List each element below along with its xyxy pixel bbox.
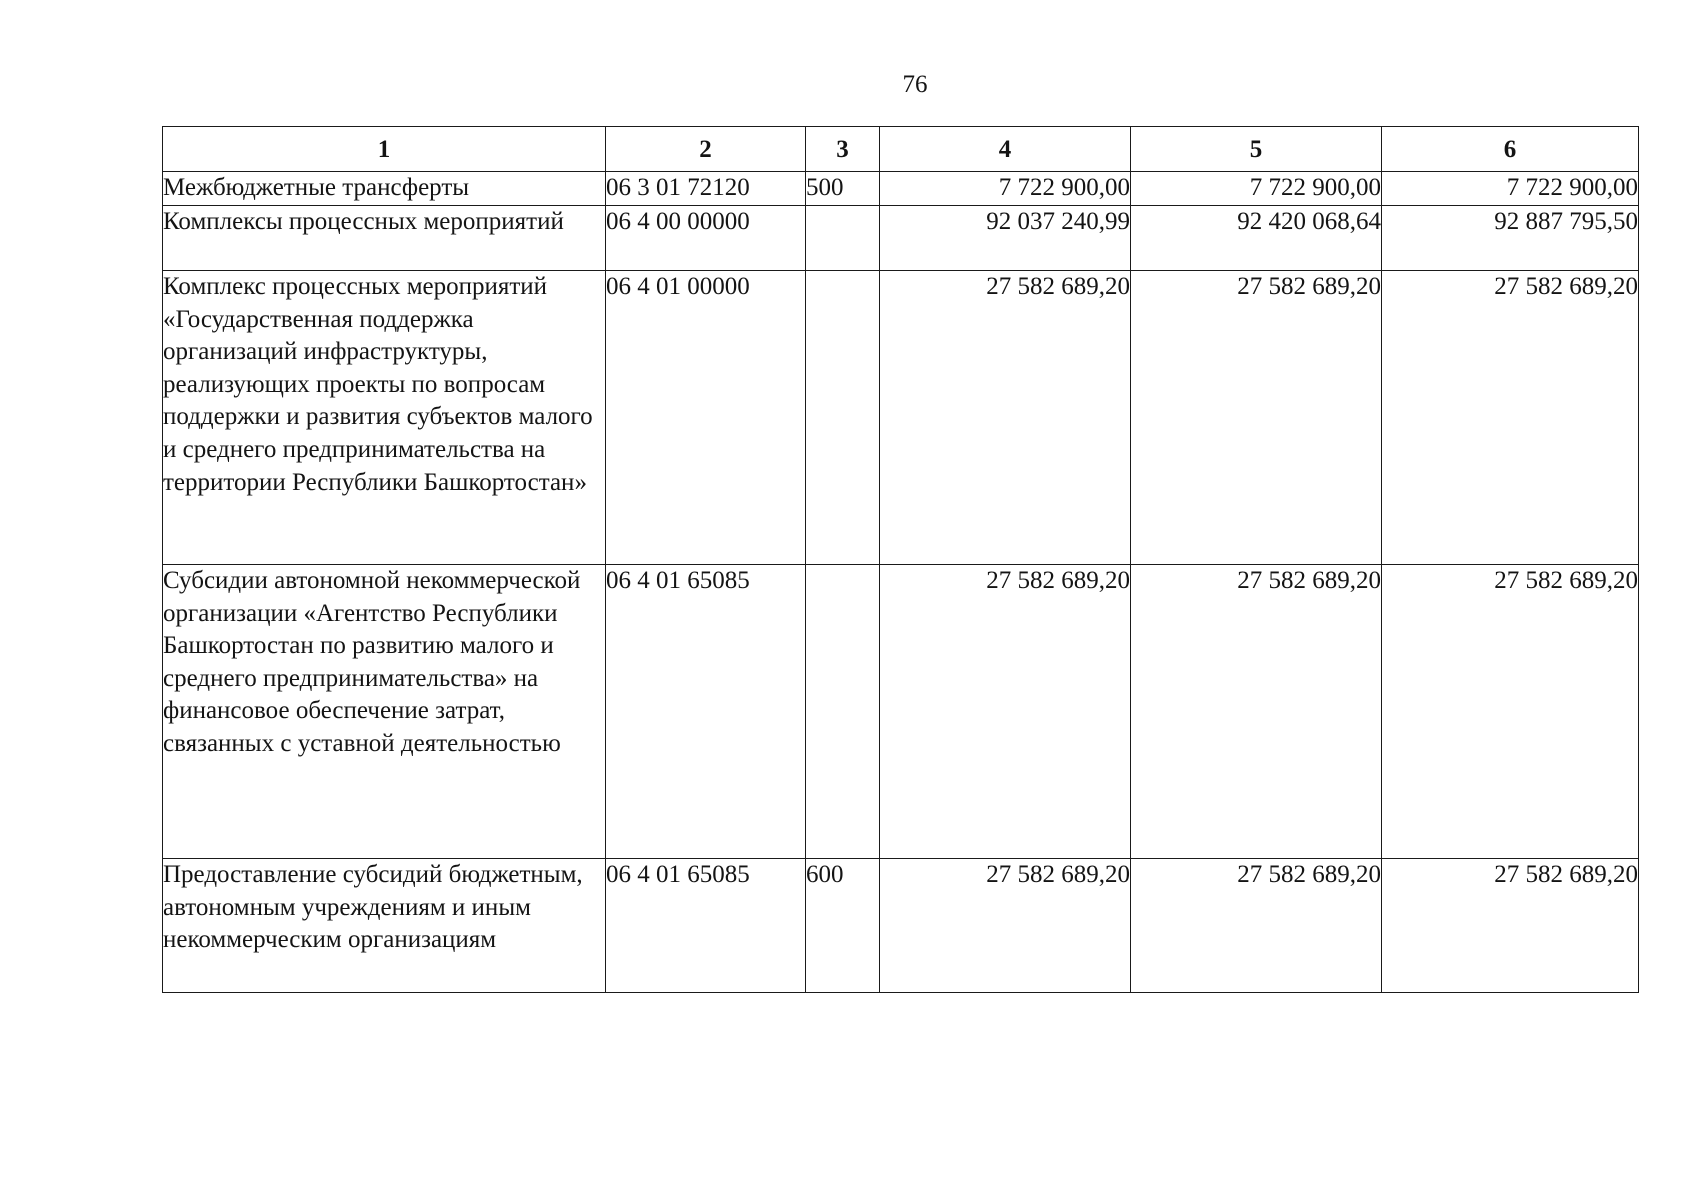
column-header: 4 bbox=[880, 127, 1131, 172]
row-value-1: 7 722 900,00 bbox=[880, 172, 1131, 206]
row-value-2: 27 582 689,20 bbox=[1131, 565, 1382, 859]
column-header: 2 bbox=[606, 127, 806, 172]
row-expense-type: 500 bbox=[806, 172, 880, 206]
row-value-1: 27 582 689,20 bbox=[880, 859, 1131, 993]
page-number: 76 bbox=[902, 71, 928, 98]
table-row bbox=[163, 271, 1639, 565]
table-header-row bbox=[163, 127, 1639, 172]
row-expense-type bbox=[806, 271, 880, 565]
column-header: 3 bbox=[806, 127, 880, 172]
row-value-2: 92 420 068,64 bbox=[1131, 206, 1382, 271]
row-value-3: 7 722 900,00 bbox=[1382, 172, 1639, 206]
row-value-1: 27 582 689,20 bbox=[880, 565, 1131, 859]
table-row bbox=[163, 172, 1639, 206]
row-expense-type: 600 bbox=[806, 859, 880, 993]
row-expense-type bbox=[806, 206, 880, 271]
row-code: 06 4 00 00000 bbox=[606, 206, 806, 271]
table-row bbox=[163, 565, 1639, 859]
row-name: Комплексы процессных мероприятий bbox=[163, 206, 606, 271]
row-value-1: 27 582 689,20 bbox=[880, 271, 1131, 565]
column-header: 6 bbox=[1382, 127, 1639, 172]
budget-table bbox=[162, 126, 1639, 993]
row-value-2: 7 722 900,00 bbox=[1131, 172, 1382, 206]
row-name: Комплекс процессных мероприятий «Государственная поддержка организаций инфраструктуры, реализующих проекты по вопросам поддержки и развития субъектов малого и среднего предпринимательства на территории Республики Башкортостан» bbox=[163, 271, 606, 565]
row-name: Предоставление субсидий бюджетным, автономным учреждениям и иным некоммерческим организациям bbox=[163, 859, 606, 993]
row-value-2: 27 582 689,20 bbox=[1131, 271, 1382, 565]
column-header: 5 bbox=[1131, 127, 1382, 172]
row-code: 06 4 01 65085 bbox=[606, 859, 806, 993]
row-value-3: 27 582 689,20 bbox=[1382, 859, 1639, 993]
row-expense-type bbox=[806, 565, 880, 859]
row-name: Межбюджетные трансферты bbox=[163, 172, 606, 206]
row-value-3: 27 582 689,20 bbox=[1382, 271, 1639, 565]
table-row bbox=[163, 206, 1639, 271]
row-value-1: 92 037 240,99 bbox=[880, 206, 1131, 271]
table-row bbox=[163, 859, 1639, 993]
row-value-2: 27 582 689,20 bbox=[1131, 859, 1382, 993]
row-value-3: 92 887 795,50 bbox=[1382, 206, 1639, 271]
row-code: 06 4 01 00000 bbox=[606, 271, 806, 565]
row-code: 06 3 01 72120 bbox=[606, 172, 806, 206]
column-header: 1 bbox=[163, 127, 606, 172]
row-code: 06 4 01 65085 bbox=[606, 565, 806, 859]
row-name: Субсидии автономной некоммерческой организации «Агентство Республики Башкортостан по развитию малого и среднего предпринимательства» на финансовое обеспечение затрат, связанных с уставной деятельностью bbox=[163, 565, 606, 859]
row-value-3: 27 582 689,20 bbox=[1382, 565, 1639, 859]
